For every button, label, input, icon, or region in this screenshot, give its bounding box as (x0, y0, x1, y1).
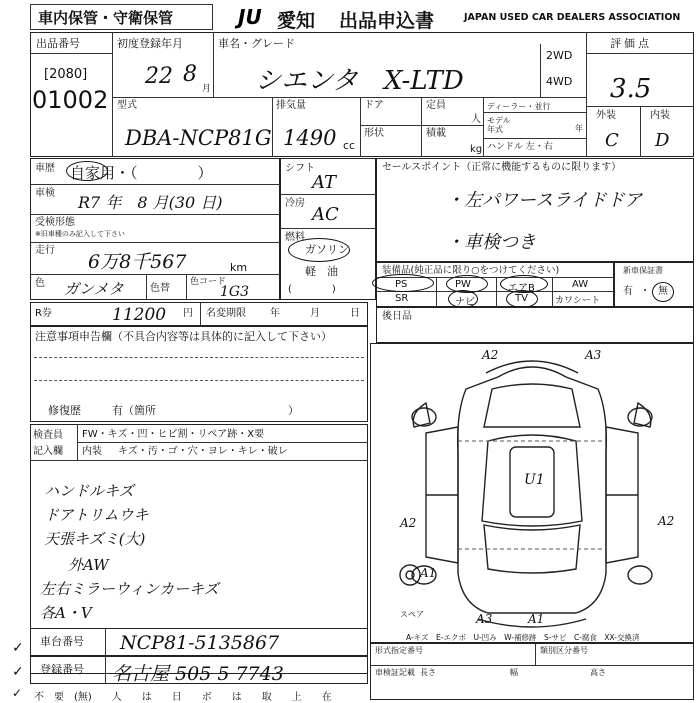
car-name-label: 車名・グレード (218, 37, 295, 50)
transfer-month: 月 (310, 308, 320, 319)
warranty-yes: 有 (623, 286, 633, 297)
registration-year: 22 (145, 64, 173, 89)
spare-label: スペア (400, 610, 424, 619)
warranty-circle (652, 282, 674, 302)
registration-month-unit: 月 (202, 84, 212, 94)
mileage-label: 走行 (35, 245, 55, 256)
fuel-label: 燃料 (285, 232, 305, 243)
loading-label: 積載 (426, 128, 446, 139)
exterior-grade: C (605, 130, 619, 151)
shift-label: シフト (285, 163, 315, 174)
form-title: 出品申込書 (339, 10, 435, 32)
acceptance-note: ※旧車種のみ記入して下さい (35, 230, 125, 238)
transfer-label: 名変期限 (206, 308, 246, 319)
color-change-label: 色替 (150, 283, 170, 294)
chassis-label: 車台番号 (40, 635, 84, 648)
repair-history-label: 修復歴 (48, 404, 81, 417)
equipment-pw: PW (455, 279, 471, 290)
damage-mark-front-right: A3 (585, 348, 602, 362)
equipment-sr: SR (395, 293, 409, 304)
lot-number: 01002 (32, 86, 109, 114)
color-code-label: 色コード (190, 277, 227, 287)
displacement-unit: cc (343, 139, 356, 152)
drive-4wd: 4WD (546, 75, 573, 88)
circle-navi (448, 290, 478, 308)
equipment-leather-seat: カワシート (555, 296, 601, 306)
ju-logo (238, 5, 262, 29)
car-diagram (370, 343, 694, 643)
damage-mark-front-left: A2 (482, 348, 499, 362)
inspector-row1: FW・キズ・凹・ヒビ割・リペア跡・X要 (82, 429, 265, 440)
class-number-label: 類別区分番号 (540, 646, 588, 655)
fuel-option-diesel: 軽 油 (305, 265, 338, 278)
inspector-label: 検査員 (33, 430, 63, 441)
damage-mark-left-door: A2 (400, 516, 417, 530)
equipment-ps: PS (395, 279, 408, 290)
color-code-value: 1G3 (220, 284, 249, 300)
handle-label: ハンドル 左・右 (487, 142, 553, 152)
selling-points-label: セールスポイント（正常に機能するものに限ります） (382, 162, 622, 173)
model-code: DBA-NCP81G (125, 126, 272, 150)
handwritten-note-4: 外AW (68, 556, 109, 574)
transfer-year: 年 (270, 308, 280, 319)
handwritten-note-3: 天張キズミ(大) (44, 530, 146, 548)
height-label: 高さ (590, 668, 606, 677)
damage-legend: A-キズ E-エクボ U-凹み W-補修跡 S-サビ C-腐食 XX-交換済 (406, 633, 640, 642)
fuel-paren: ( ) (288, 284, 336, 295)
handwritten-note-6: 各A・V (40, 604, 92, 622)
history-value: 自家用・（ ） (70, 164, 213, 182)
plate-number: 名古屋 505 5 7743 (112, 663, 284, 685)
notes-label: 注意事項申告欄（不具合内容等は具体的に記入して下さい） (35, 330, 332, 343)
damage-mark-right-door: A2 (658, 514, 675, 528)
displacement-label: 排気量 (276, 100, 306, 111)
chassis-number: NCP81-5135867 (120, 632, 280, 654)
equipment-aw: AW (572, 279, 589, 290)
registration-month: 8 (183, 62, 197, 87)
selling-point-1: ・左パワースライドドア (446, 190, 643, 211)
fuel-option-gasoline: ガソリン (305, 243, 349, 256)
registration-label: 初度登録年月 (117, 37, 183, 50)
recycle-unit: 円 (183, 308, 193, 319)
inspector-entry-label: 記入欄 (33, 446, 63, 457)
inspection-value: R7 年 8 月(30 日) (78, 193, 223, 212)
car-name: シエンタ X-LTD (255, 66, 464, 96)
damage-mark-rear-right: A1 (528, 612, 545, 626)
circle-ps (372, 274, 434, 292)
inspector-interior-label: 内装 (82, 446, 102, 457)
fuel-circle (288, 238, 350, 262)
later-items-block (376, 307, 694, 343)
length-label: 長さ (420, 668, 436, 677)
interior-grade: D (655, 130, 670, 151)
recycle-amount: 11200 (112, 305, 167, 325)
selling-point-2: ・車検つき (446, 232, 536, 253)
check-mark-2: ✓ (12, 664, 24, 680)
model-year-unit: 年 (575, 124, 583, 133)
handwritten-note-5: 左右ミラーウィンカーキズ (40, 580, 219, 598)
check-mark-3: ✓ (12, 686, 23, 700)
storage-label: 車内保管・守衛保管 (38, 9, 174, 27)
handwritten-note-2: ドアトリムウキ (44, 506, 149, 524)
acceptance-label: 受検形態 (35, 217, 75, 228)
lot-sub-number: [2080] (44, 67, 88, 82)
plate-label: 登録番号 (40, 663, 84, 676)
history-circle (66, 161, 108, 181)
damage-mark-roof: U1 (524, 472, 545, 488)
shift-value: AT (312, 172, 337, 193)
circle-tv (506, 290, 538, 308)
repair-history-value: 有（箇所 ） (112, 404, 299, 417)
warranty-no: 無 (658, 286, 668, 297)
rating-label: 評価点 (610, 37, 652, 50)
interior-label: 内装 (650, 110, 670, 121)
capacity-label: 定員 (426, 100, 446, 111)
loading-unit: kg (470, 144, 483, 155)
warranty-sep: ・ (640, 286, 650, 297)
equipment-navi: ナビ (455, 297, 475, 308)
model-year-label: モデル年式 (487, 116, 511, 134)
width-label: 幅 (510, 668, 518, 677)
aircon-label: 冷房 (285, 198, 305, 209)
damage-mark-rear-bumper: A3 (476, 612, 493, 626)
inspection-label: 車検 (35, 188, 55, 199)
history-label: 車歴 (35, 163, 55, 174)
ju-logo-text: JU (238, 5, 262, 29)
lot-label: 出品番号 (36, 37, 80, 50)
transfer-day: 日 (350, 308, 360, 319)
recycle-label: R券 (35, 308, 52, 319)
mileage-unit: km (230, 261, 248, 274)
drive-2wd: 2WD (546, 49, 573, 62)
warranty-label: 新車保証書 (623, 266, 663, 275)
type-number-label: 形式指定番号 (375, 646, 423, 655)
equipment-label: 装備品(純正品に限り○をつけてください) (382, 265, 560, 276)
later-items-label: 後日品 (382, 311, 412, 322)
door-label: ドア (364, 100, 384, 111)
damage-mark-left-rear: A1 (420, 566, 437, 580)
capacity-unit: 人 (471, 114, 481, 125)
rating-score: 3.5 (610, 74, 652, 104)
model-label: 型式 (117, 100, 137, 111)
brand-name: 愛知 (277, 10, 316, 32)
cert-label: 車検証記載 (375, 668, 415, 677)
handwritten-note-1: ハンドルキズ (44, 482, 134, 500)
equipment-airbag: エアB (508, 283, 535, 294)
exterior-label: 外装 (596, 110, 616, 121)
inspector-row2: キズ・汚・ゴ・穴・ヨレ・キレ・破レ (118, 446, 288, 457)
equipment-tv: TV (515, 293, 528, 304)
displacement-value: 1490 (283, 126, 337, 150)
check-mark-1: ✓ (12, 640, 24, 656)
color-label: 色 (35, 278, 45, 289)
color-value: ガンメタ (64, 280, 124, 298)
association-name: JAPAN USED CAR DEALERS ASSOCIATION (464, 12, 681, 23)
dealer-label: ディーラー・並行 (487, 102, 551, 111)
bottom-row: 不 要 (無) 人 は 日 ボ は 取 上 在 (34, 692, 332, 703)
shape-label: 形状 (364, 128, 384, 139)
mileage-value: 6万8千567 (88, 251, 187, 273)
aircon-value: AC (312, 204, 339, 225)
